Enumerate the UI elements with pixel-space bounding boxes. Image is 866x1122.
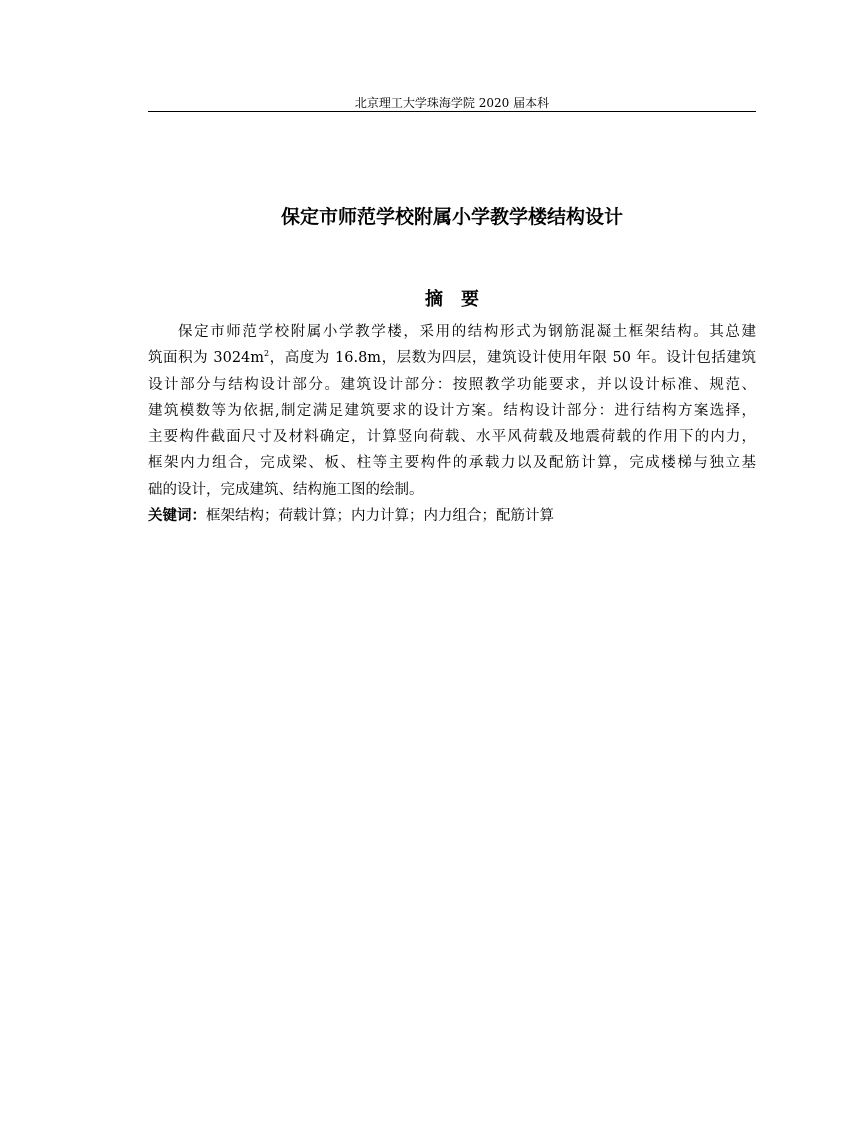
abstract-body bbox=[148, 319, 756, 503]
page-header: 北京理工大学珠海学院 2020 届本科 bbox=[354, 96, 550, 110]
abstract-heading-char-2: 要 bbox=[461, 289, 479, 310]
abstract-line-2-part-b: ，高度为 16.8m，层数为四层，建筑设计使用年限 50 年。设计包括建筑 bbox=[269, 350, 756, 367]
keywords-text: 框架结构；荷载计算；内力计算；内力组合；配筋计算 bbox=[206, 508, 554, 524]
abstract-line-5: 主要构件截面尺寸及材料确定，计算竖向荷载、水平风荷载及地震荷载的作用下的内力， bbox=[148, 429, 756, 446]
abstract-line-4: 建筑模数等为依据,制定满足建筑要求的设计方案。结构设计部分：进行结构方案选择， bbox=[148, 402, 756, 419]
keywords bbox=[148, 503, 756, 529]
abstract-line-3: 设计部分与结构设计部分。建筑设计部分：按照教学功能要求，并以设计标准、规范、 bbox=[148, 376, 756, 393]
abstract-heading-char-1: 摘 bbox=[425, 289, 443, 310]
keywords-label: 关键词： bbox=[148, 508, 206, 524]
abstract-line-2 bbox=[148, 345, 756, 371]
abstract-line-6: 框架内力组合，完成梁、板、柱等主要构件的承载力以及配筋计算，完成楼梯与独立基 bbox=[148, 455, 756, 472]
area-unit-superscript: 2 bbox=[264, 349, 270, 359]
document-title: 保定市师范学校附属小学教学楼结构设计 bbox=[280, 206, 623, 228]
abstract-line-7: 础的设计，完成建筑、结构施工图的绘制。 bbox=[148, 481, 424, 498]
abstract-line-2-part-a: 筑面积为 3024m bbox=[148, 350, 265, 367]
abstract-line-1: 保定市师范学校附属小学教学楼，采用的结构形式为钢筋混凝土框架结构。其总建 bbox=[178, 324, 756, 340]
header-rule bbox=[148, 111, 756, 112]
abstract-heading bbox=[148, 287, 756, 313]
